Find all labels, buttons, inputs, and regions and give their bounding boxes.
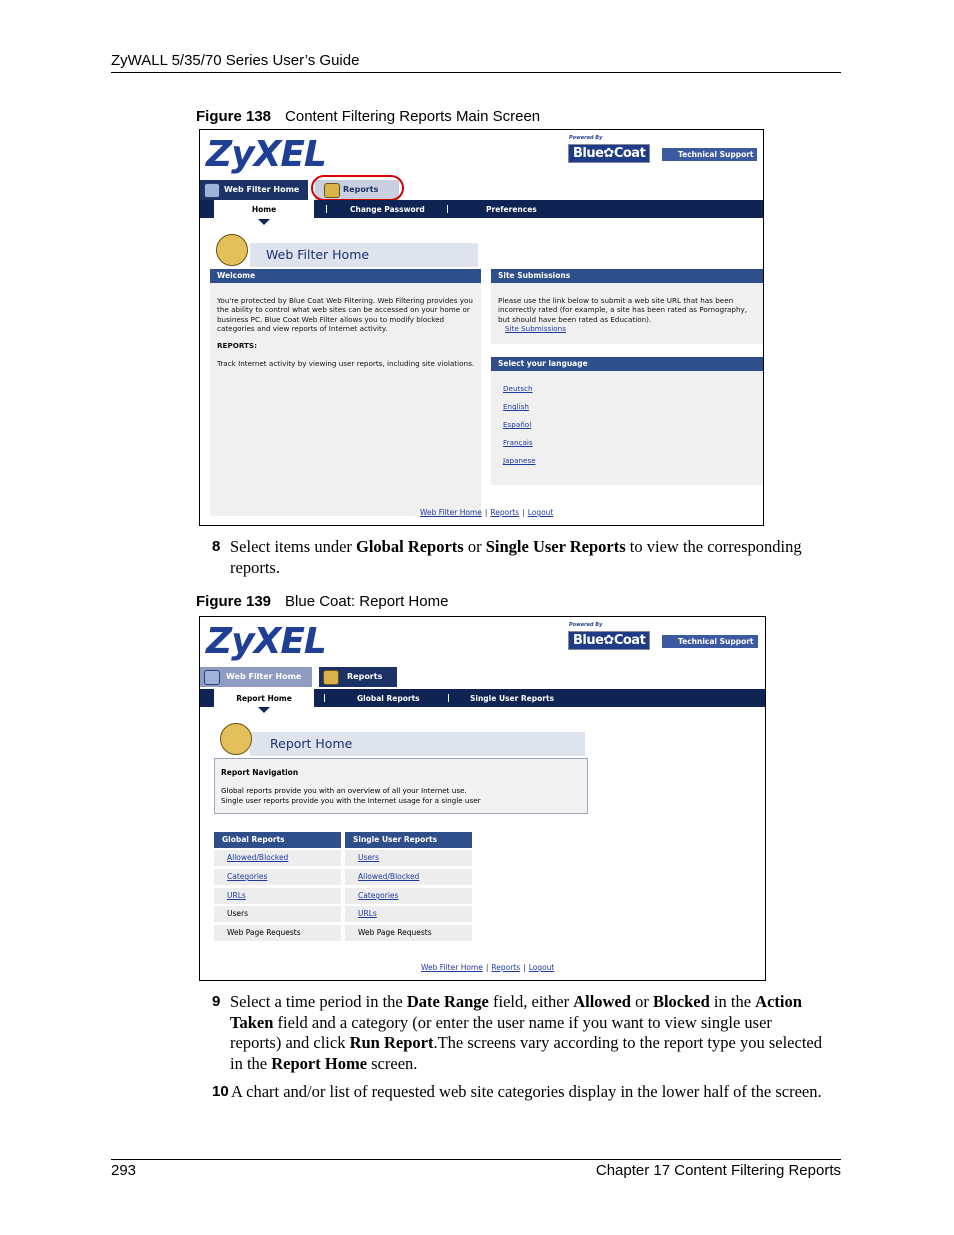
step-8 <box>212 537 842 579</box>
single-user-reports-header: Single User Reports <box>345 832 472 848</box>
single-report-allowed-blocked[interactable]: Allowed/Blocked <box>345 869 472 885</box>
nav-pointer-icon <box>258 219 270 225</box>
powered-by-label: Powered By <box>569 622 603 628</box>
language-panel <box>491 371 763 485</box>
figure-138-title: Content Filtering Reports Main Screen <box>285 108 541 125</box>
screen-footer-links: Web Filter Home | Reports | Logout <box>420 508 554 517</box>
bluecoat-logo: Blue✿Coat <box>568 631 650 650</box>
language-link-francais[interactable]: Français <box>503 438 533 447</box>
welcome-header: Welcome <box>210 269 481 283</box>
web-filter-home-icon <box>216 234 248 266</box>
global-report-allowed-blocked[interactable]: Allowed/Blocked <box>214 850 341 866</box>
select-language-header: Select your language <box>491 357 763 371</box>
powered-by-label: Powered By <box>569 135 603 141</box>
figure-138-caption <box>196 108 540 125</box>
language-link-espanol[interactable]: Español <box>503 420 532 429</box>
bluecoat-logo: Blue✿Coat <box>568 144 650 163</box>
single-report-categories[interactable]: Categories <box>345 888 472 904</box>
global-report-urls[interactable]: URLs <box>214 888 341 904</box>
footer-link-web-filter-home[interactable]: Web Filter Home <box>421 963 483 972</box>
single-report-urls[interactable]: URLs <box>345 906 472 922</box>
nav-bar <box>200 200 763 218</box>
global-report-categories[interactable]: Categories <box>214 869 341 885</box>
report-navigation-title: Report Navigation <box>221 768 299 777</box>
page-number: 293 <box>111 1162 137 1179</box>
global-reports-header: Global Reports <box>214 832 341 848</box>
nav-change-password[interactable]: Change Password <box>350 205 425 214</box>
figure-138-screenshot <box>199 129 764 526</box>
single-report-users[interactable]: Users <box>345 850 472 866</box>
reports-icon <box>323 670 339 685</box>
nav-pointer-icon <box>258 707 270 713</box>
figure-139-screenshot <box>199 616 766 981</box>
language-link-english[interactable]: English <box>503 402 529 411</box>
step-9-text: Select a time period in the Date Range field, either Allowed or Blocked in the Action Taken field and a category (or enter the user name if you want to view single user reports) and click Run Report.The screens vary according to the report type you selected in the Report Home screen. <box>230 992 822 1073</box>
figure-138-label: Figure 138 <box>196 108 272 125</box>
screen-footer-links: Web Filter Home | Reports | Logout <box>421 963 555 972</box>
welcome-text: You're protected by Blue Coat Web Filtering. Web Filtering provides you the ability to control what web sites can be accessed on your home or business PC. Blue Coat Web Filter allows you to modify blocked categories and view reports of Internet activity. <box>217 296 473 334</box>
report-home-icon <box>220 723 252 755</box>
chapter-title: Chapter 17 Content Filtering Reports <box>595 1162 841 1179</box>
footer-rule <box>111 1159 841 1160</box>
footer-link-logout[interactable]: Logout <box>528 963 555 972</box>
home-icon <box>204 670 220 685</box>
report-navigation-line-2: Single user reports provide you with the Internet usage for a single user <box>221 796 481 805</box>
welcome-panel <box>210 283 481 516</box>
nav-separator <box>324 694 325 702</box>
home-icon <box>204 183 220 198</box>
footer-link-reports[interactable]: Reports <box>490 508 520 517</box>
step-10-number: 10 <box>212 1083 229 1100</box>
nav-report-home[interactable]: Report Home <box>214 689 314 707</box>
site-submissions-link[interactable]: Site Submissions <box>505 324 566 333</box>
zyxel-logo: ZyXEL <box>206 134 326 175</box>
global-report-web-page-requests[interactable]: Web Page Requests <box>214 925 341 941</box>
report-navigation-line-1: Global reports provide you with an overview of all your Internet use. <box>221 786 467 795</box>
step-9 <box>212 992 844 1076</box>
guide-title: ZyWALL 5/35/70 Series User’s Guide <box>111 52 360 69</box>
step-9-number: 9 <box>212 993 221 1010</box>
zyxel-logo: ZyXEL <box>206 621 326 662</box>
step-10-text: A chart and/or list of requested web site categories display in the lower half of the screen. <box>231 1082 822 1101</box>
global-report-users[interactable]: Users <box>214 906 341 922</box>
nav-preferences[interactable]: Preferences <box>486 205 537 214</box>
figure-139-label: Figure 139 <box>196 593 272 610</box>
nav-global-reports[interactable]: Global Reports <box>357 694 420 703</box>
report-navigation-box <box>214 758 588 814</box>
step-8-text: Select items under Global Reports or Single User Reports to view the corresponding reports. <box>230 537 802 577</box>
tab-web-filter-home[interactable] <box>200 180 308 200</box>
language-link-japanese[interactable]: Japanese <box>503 456 536 465</box>
tab-reports-label: Reports <box>343 185 379 194</box>
page-title: Report Home <box>270 736 353 751</box>
technical-support-button[interactable]: Technical Support <box>662 148 757 161</box>
figure-139-title: Blue Coat: Report Home <box>285 593 449 610</box>
page-title: Web Filter Home <box>266 247 370 262</box>
nav-bar <box>200 689 765 707</box>
figure-139-caption <box>196 593 448 610</box>
footer-link-reports[interactable]: Reports <box>491 963 521 972</box>
nav-separator <box>448 694 449 702</box>
tab-web-filter-home-label: Web Filter Home <box>226 672 302 681</box>
tab-web-filter-home[interactable] <box>200 667 312 687</box>
reports-text: Track Internet activity by viewing user reports, including site violations. <box>217 359 475 368</box>
nav-single-user-reports[interactable]: Single User Reports <box>470 694 555 703</box>
site-submissions-text: Please use the link below to submit a web site URL that has been incorrectly rated (for example, a site has been rated as Pornography, but should have been rated as Education). <box>498 296 748 324</box>
nav-home[interactable]: Home <box>214 200 314 218</box>
tab-web-filter-home-label: Web Filter Home <box>224 185 300 194</box>
technical-support-button[interactable]: Technical Support <box>662 635 758 648</box>
tab-reports[interactable] <box>319 667 397 687</box>
step-8-number: 8 <box>212 538 221 555</box>
footer-link-logout[interactable]: Logout <box>527 508 554 517</box>
footer-link-web-filter-home[interactable]: Web Filter Home <box>420 508 482 517</box>
step-10 <box>212 1082 847 1104</box>
reports-highlight-circle <box>311 175 404 201</box>
single-report-web-page-requests[interactable]: Web Page Requests <box>345 925 472 941</box>
header-rule <box>111 72 841 73</box>
site-submissions-header: Site Submissions <box>491 269 763 283</box>
nav-separator <box>447 205 448 213</box>
language-link-deutsch[interactable]: Deutsch <box>503 384 533 393</box>
nav-separator <box>326 205 327 213</box>
site-submissions-panel <box>491 283 763 344</box>
tab-reports-label: Reports <box>347 672 383 681</box>
reports-label: REPORTS: <box>217 341 257 350</box>
